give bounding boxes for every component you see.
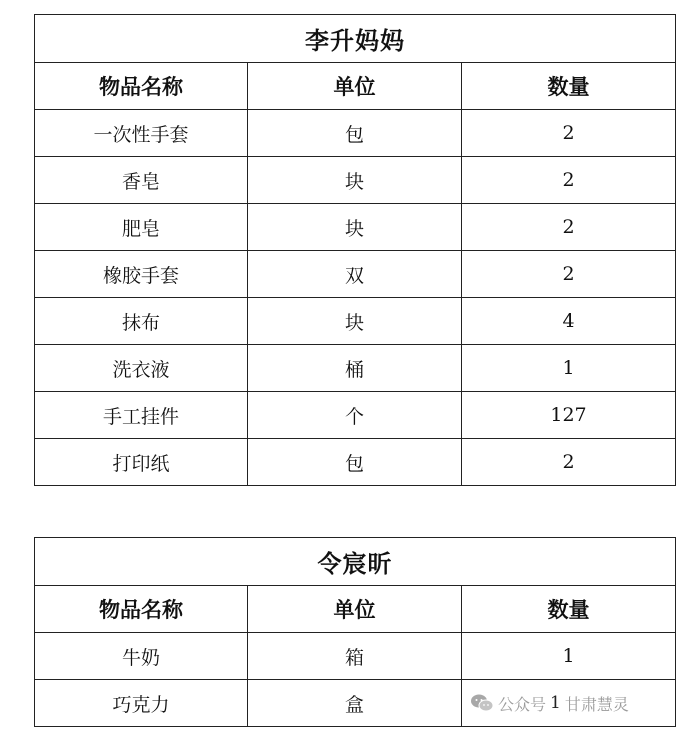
- header-quantity: 数量: [462, 586, 676, 633]
- table-title-row: [35, 538, 676, 586]
- quantity-cell: 1: [462, 345, 676, 392]
- quantity-cell: 2: [462, 204, 676, 251]
- item-name-cell: 抹布: [35, 298, 248, 345]
- table-header-row: [35, 63, 676, 110]
- table-row: [35, 345, 676, 392]
- header-quantity: 数量: [462, 63, 676, 110]
- quantity-cell: 2: [462, 157, 676, 204]
- quantity-cell: 2: [462, 251, 676, 298]
- table-row: [35, 392, 676, 439]
- header-unit: 单位: [248, 586, 462, 633]
- unit-cell: 箱: [248, 633, 462, 680]
- unit-cell: 块: [248, 298, 462, 345]
- wechat-watermark: [470, 690, 629, 716]
- header-item-name: 物品名称: [35, 63, 248, 110]
- header-item-name: 物品名称: [35, 586, 248, 633]
- quantity-cell: 2: [462, 110, 676, 157]
- item-name-cell: 洗衣液: [35, 345, 248, 392]
- item-name-cell: 打印纸: [35, 439, 248, 486]
- quantity-cell: 4: [462, 298, 676, 345]
- quantity-cell: 127: [462, 392, 676, 439]
- table-row: [35, 439, 676, 486]
- unit-cell: 包: [248, 439, 462, 486]
- header-unit: 单位: [248, 63, 462, 110]
- unit-cell: 个: [248, 392, 462, 439]
- item-name-cell: 肥皂: [35, 204, 248, 251]
- unit-cell: 双: [248, 251, 462, 298]
- table-row: [35, 157, 676, 204]
- donation-table-1: [34, 14, 676, 486]
- unit-cell: 桶: [248, 345, 462, 392]
- table-title: 李升妈妈: [35, 15, 676, 63]
- table-row: [35, 110, 676, 157]
- table-title-row: [35, 15, 676, 63]
- item-name-cell: 牛奶: [35, 633, 248, 680]
- unit-cell: 块: [248, 204, 462, 251]
- item-name-cell: 巧克力: [35, 680, 248, 727]
- table-row: [35, 633, 676, 680]
- item-name-cell: 香皂: [35, 157, 248, 204]
- table-row: [35, 251, 676, 298]
- item-name-cell: 手工挂件: [35, 392, 248, 439]
- watermark-left-text: 公众号: [498, 694, 547, 714]
- wechat-icon: [470, 693, 494, 713]
- quantity-cell: 1: [462, 633, 676, 680]
- unit-cell: 包: [248, 110, 462, 157]
- unit-cell: 块: [248, 157, 462, 204]
- item-name-cell: 橡胶手套: [35, 251, 248, 298]
- quantity-value: 1: [550, 693, 561, 713]
- table-title: 令宸昕: [35, 538, 676, 586]
- table-header-row: [35, 586, 676, 633]
- unit-cell: 盒: [248, 680, 462, 727]
- table-row: [35, 204, 676, 251]
- watermark-right-text: 甘肃慧灵: [564, 694, 629, 714]
- item-name-cell: 一次性手套: [35, 110, 248, 157]
- quantity-cell: 2: [462, 439, 676, 486]
- table-row: [35, 298, 676, 345]
